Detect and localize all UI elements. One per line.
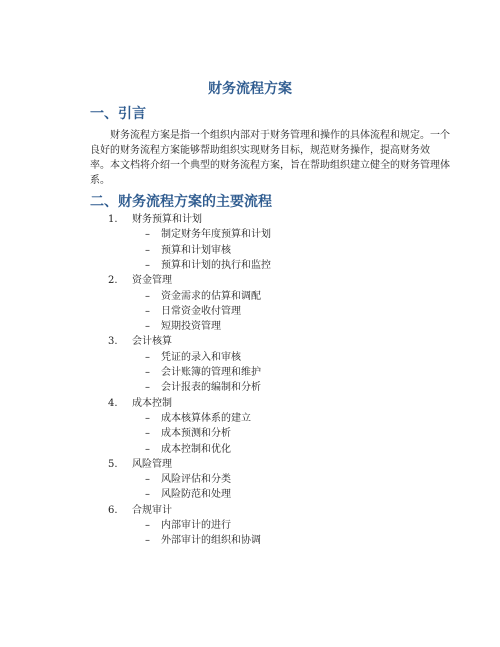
process-subitem-label: 凭证的录入和审核: [161, 351, 241, 363]
dash-bullet-icon: –: [145, 474, 150, 486]
process-subitem-label: 外部审计的组织和协调: [161, 535, 261, 547]
process-subitem-label: 内部审计的进行: [161, 520, 231, 531]
dash-bullet-icon: –: [145, 428, 150, 440]
process-subitem-label: 制定财务年度预算和计划: [161, 229, 271, 241]
process-item-label: 资金管理: [132, 275, 172, 287]
dash-bullet-icon: –: [145, 290, 150, 302]
process-subitem-label: 资金需求的估算和调配: [161, 290, 261, 302]
process-item-label: 风险管理: [132, 458, 172, 470]
section-heading-intro: 一、引言: [90, 106, 146, 122]
process-item-number: 6.: [108, 504, 118, 516]
process-subitem-label: 成本预测和分析: [161, 428, 231, 440]
dash-bullet-icon: –: [145, 535, 150, 547]
process-item-label: 成本控制: [132, 397, 172, 409]
intro-line: 财务流程方案是指一个组织内部对于财务管理和操作的具体流程和规定。一个: [110, 130, 450, 141]
process-subitem-label: 会计账簿的管理和维护: [161, 367, 261, 378]
process-subitem-label: 预算和计划审核: [161, 244, 231, 256]
dash-bullet-icon: –: [145, 367, 150, 378]
dash-bullet-icon: –: [145, 229, 150, 241]
dash-bullet-icon: –: [145, 351, 150, 363]
dash-bullet-icon: –: [145, 443, 150, 455]
process-subitem-label: 预算和计划的执行和监控: [161, 259, 271, 271]
intro-line: 良好的财务流程方案能够帮助组织实现财务目标，规范财务操作，提高财务效: [90, 145, 430, 156]
process-item-number: 4.: [108, 397, 118, 409]
process-subitem-label: 会计报表的编制和分析: [161, 382, 261, 394]
dash-bullet-icon: –: [145, 305, 150, 317]
section-heading-main-processes: 二、财务流程方案的主要流程: [90, 194, 272, 210]
dash-bullet-icon: –: [145, 382, 150, 394]
process-item-label: 会计核算: [132, 336, 172, 348]
process-item-number: 1.: [108, 214, 118, 225]
dash-bullet-icon: –: [145, 412, 150, 424]
process-item-label: 财务预算和计划: [132, 214, 202, 225]
dash-bullet-icon: –: [145, 259, 150, 271]
process-item-label: 合规审计: [132, 504, 172, 516]
intro-line: 系。: [90, 175, 110, 186]
process-subitem-label: 日常资金收付管理: [161, 305, 241, 317]
process-item-number: 5.: [108, 458, 118, 470]
process-subitem-label: 风险防范和处理: [161, 489, 231, 501]
process-item-number: 3.: [108, 336, 118, 348]
dash-bullet-icon: –: [145, 321, 150, 333]
process-item-number: 2.: [108, 275, 118, 287]
document-title: 财务流程方案: [208, 81, 292, 97]
dash-bullet-icon: –: [145, 244, 150, 256]
dash-bullet-icon: –: [145, 489, 150, 501]
process-subitem-label: 成本核算体系的建立: [161, 412, 251, 424]
process-subitem-label: 短期投资管理: [161, 321, 221, 333]
dash-bullet-icon: –: [145, 520, 150, 531]
intro-paragraph: [90, 128, 450, 188]
process-subitem-label: 成本控制和优化: [161, 443, 231, 455]
process-subitem-label: 风险评估和分类: [161, 474, 231, 486]
intro-line: 率。本文档将介绍一个典型的财务流程方案，旨在帮助组织建立健全的财务管理体: [90, 160, 450, 171]
